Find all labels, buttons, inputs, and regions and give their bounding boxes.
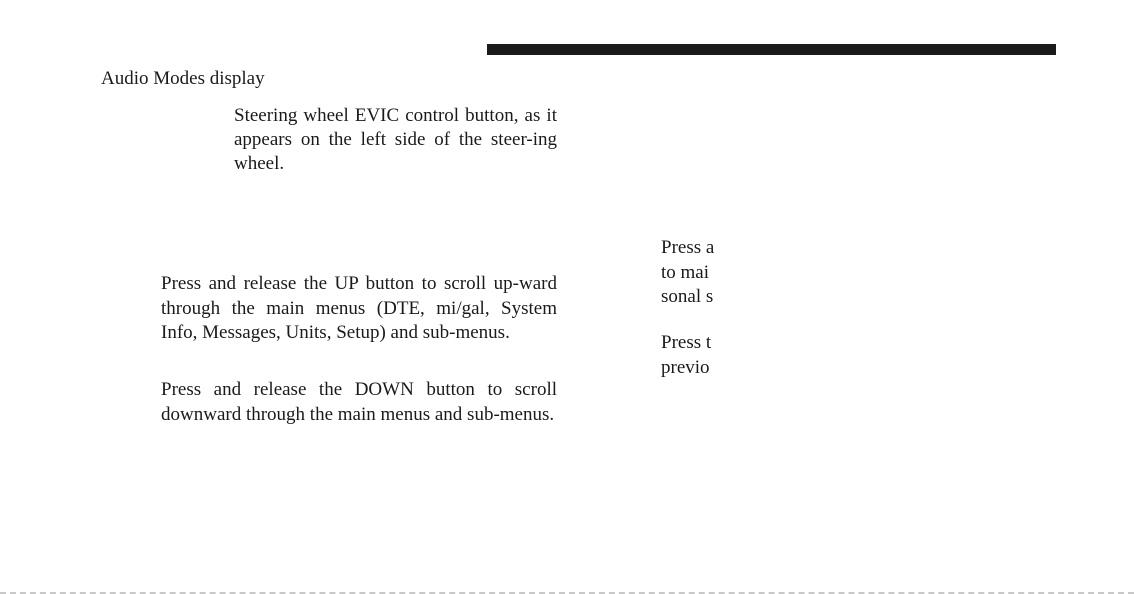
right-column-line: to mai	[661, 261, 710, 283]
right-column-block-2	[661, 331, 723, 380]
right-column-line: sonal s	[661, 286, 714, 307]
paragraph-down-button: Press and release the DOWN button to scroll downward through the main menus and sub-menus.	[161, 379, 557, 425]
right-column-line: Press a	[661, 237, 715, 258]
right-column-line: previo	[661, 356, 710, 378]
header-rule	[487, 44, 1056, 55]
paragraph-up-button: Press and release the UP button to scroll up-ward through the main menus (DTE, mi/gal, System Info, Messages, Units, Setup) and sub-menus.	[161, 273, 557, 343]
figure-caption: Audio Modes display	[101, 68, 265, 89]
figure-note: Steering wheel EVIC control button, as it appears on the left side of the steer-ing wheel.	[234, 105, 557, 174]
right-column-block-1	[661, 236, 723, 310]
right-column-line: Press t	[661, 332, 712, 353]
